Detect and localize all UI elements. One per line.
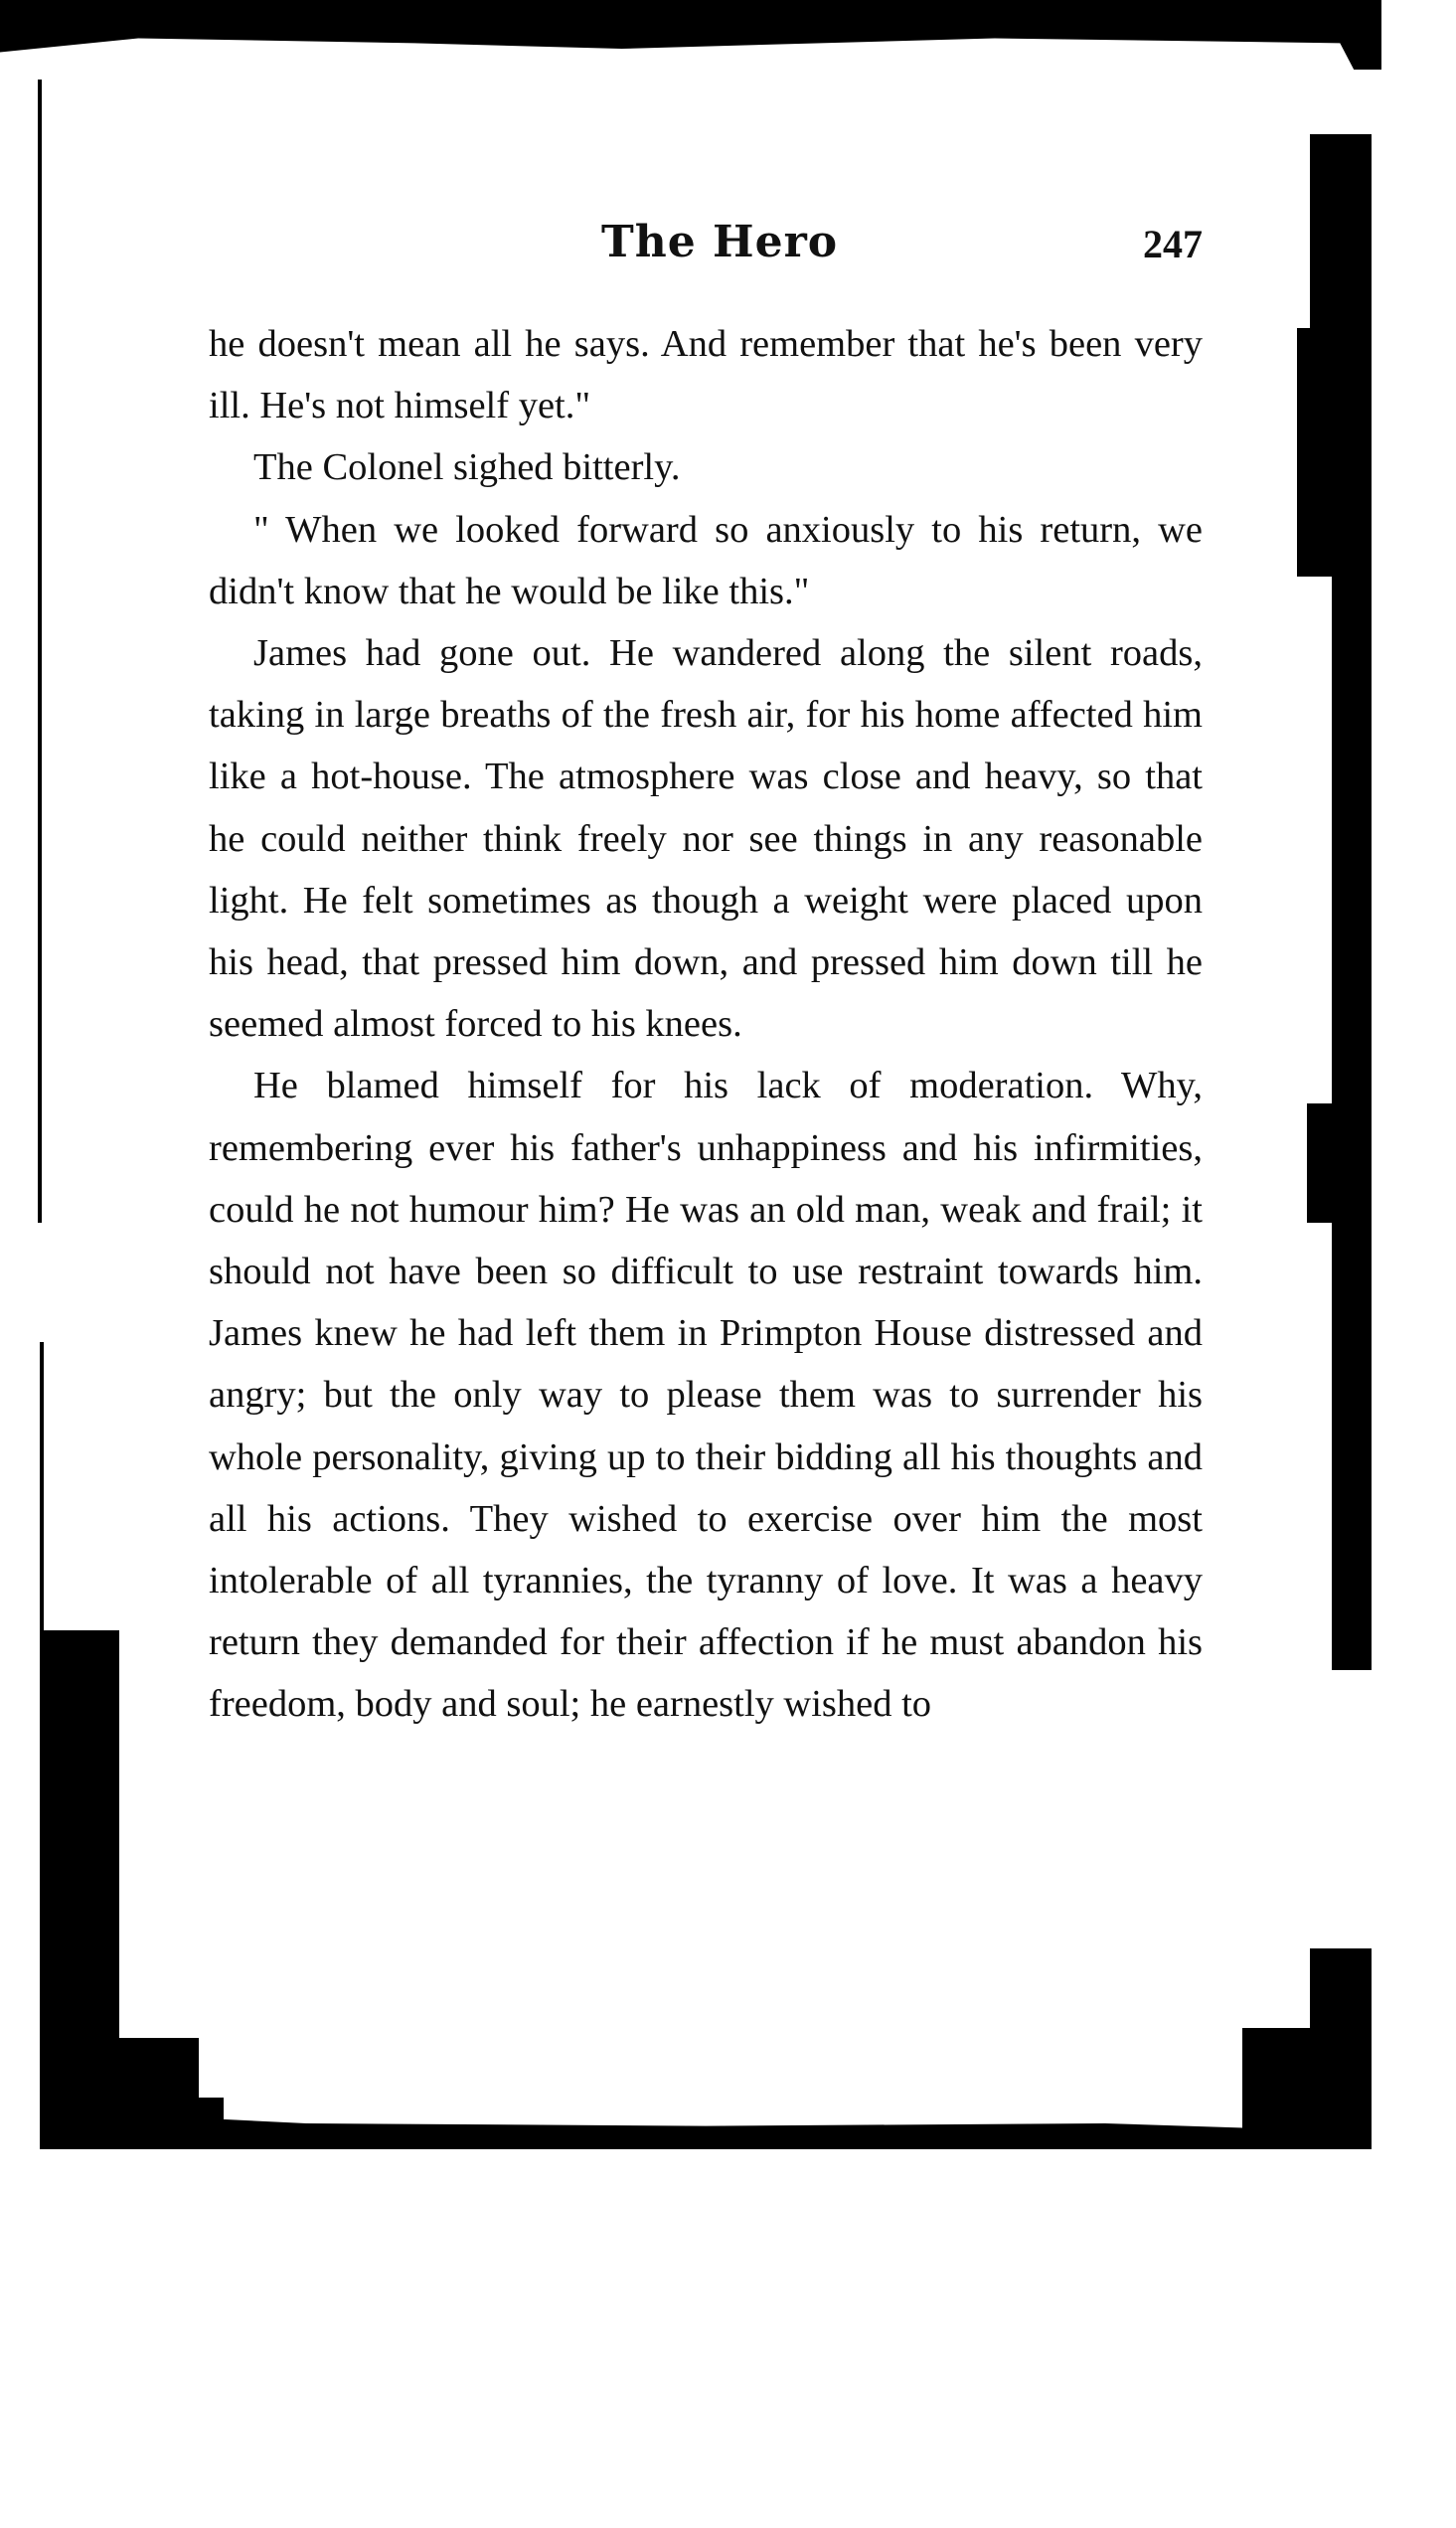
paragraph: The Colonel sighed bitterly. [253,446,681,489]
scan-border-right [1307,1103,1372,1223]
scan-border-bottom [40,2098,1372,2149]
paragraph: James had gone out. He wandered along the silent roads, taking in large breaths of the fresh air, for his home affected him like a hot-house. The atmosphere was close and heavy, so that he could neither think freely nor see things in any reasonable light. He felt sometimes as though a weight were placed upon his head, that pressed him down, and pressed him down till he seemed almost forced to his knees. [209,632,1203,1046]
running-head: The Hero [601,217,839,267]
scan-border-top [0,0,1381,70]
paragraph: he doesn't mean all he says. And remember that he's been very ill. He's not himself yet." [209,323,1203,427]
scan-border-left [38,80,42,1223]
scan-border-left [40,1630,119,2147]
page-number: 247 [1143,222,1203,266]
page-header [209,217,1203,276]
scan-border-left [40,1342,44,1640]
paragraph: " When we looked forward so anxiously to his return, we didn't know that he would be like this." [209,508,1203,612]
paragraph: He blamed himself for his lack of moderation. Why, remembering ever his father's unhappiness and his infirmities, could he not humour him? He was an old man, weak and frail; it should not have been so difficult to use restraint towards him. James knew he had left them in Primpton House distressed and angry; but the only way to please them was to surrender his whole personality, giving up to their bidding all his thoughts and all his actions. They wished to exercise over him the most intolerable of all tyrannies, the tyranny of love. It was a heavy return they demanded for their affection if he must abandon his freedom, body and soul; he earnestly wished to [209,1065,1203,1726]
scan-border-right [1297,328,1372,577]
body-text [209,313,1203,1736]
